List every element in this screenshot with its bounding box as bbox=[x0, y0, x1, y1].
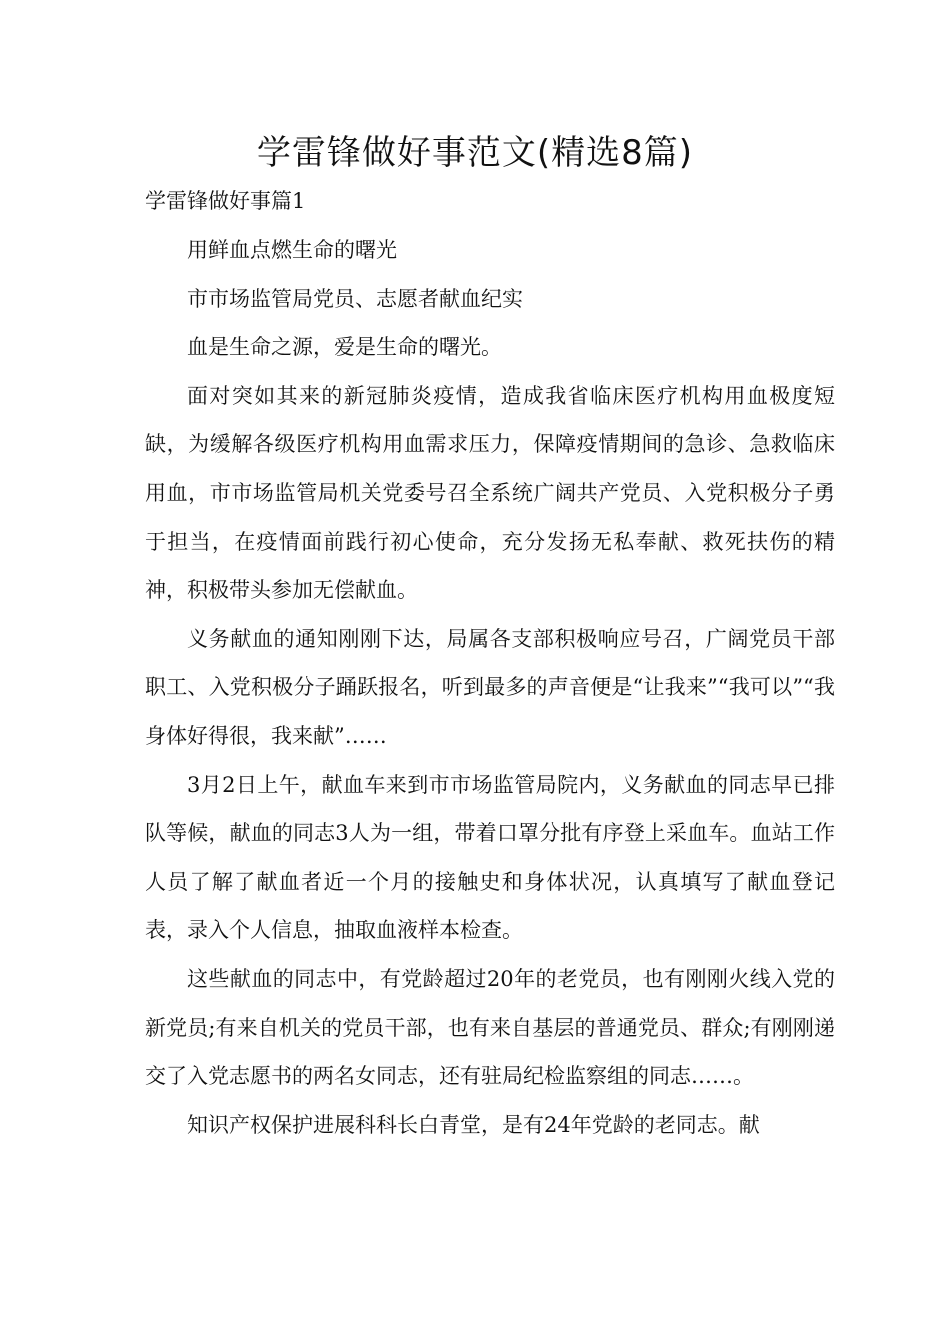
paragraph: 3月2日上午，献血车来到市市场监管局院内，义务献血的同志早已排队等候，献血的同志3人为一组，带着口罩分批有序登上采血车。血站工作人员了解了献血者近一个月的接触史和身体状况，认真填写了献血登记表，录入个人信息，抽取血液样本检查。 bbox=[145, 772, 835, 943]
section-heading: 学雷锋做好事篇1 bbox=[145, 189, 306, 213]
paragraph: 这些献血的同志中，有党龄超过20年的老党员，也有刚刚火线入党的新党员;有来自机关的党员干部，也有来自基层的普通党员、群众;有刚刚递交了入党志愿书的两名女同志，还有驻局纪检监察组的同志……。 bbox=[145, 966, 835, 1089]
paragraph: 知识产权保护进展科科长白青堂，是有24年党龄的老同志。献 bbox=[187, 1112, 760, 1137]
document-title: 学雷锋做好事范文(精选8篇) bbox=[256, 133, 694, 173]
paragraph-subtitle: 用鲜血点燃生命的曙光 bbox=[187, 238, 397, 262]
paragraph: 义务献血的通知刚刚下达，局属各支部积极响应号召，广阔党员干部职工、入党积极分子踊跃报名，听到最多的声音便是“让我来”“我可以”“我身体好得很，我来献”…… bbox=[145, 626, 835, 748]
paragraph: 面对突如其来的新冠肺炎疫情，造成我省临床医疗机构用血极度短缺，为缓解各级医疗机构用血需求压力，保障疫情期间的急诊、急救临床用血，市市场监管局机关党委号召全系统广阔共产党员、入党积极分子勇于担当，在疫情面前践行初心使命，充分发扬无私奉献、救死扶伤的精神，积极带头参加无偿献血。 bbox=[145, 383, 835, 603]
document-body bbox=[145, 226, 835, 1149]
paragraph: 血是生命之源，爱是生命的曙光。 bbox=[187, 335, 502, 360]
paragraph-byline: 市市场监管局党员、志愿者献血纪实 bbox=[187, 286, 523, 311]
